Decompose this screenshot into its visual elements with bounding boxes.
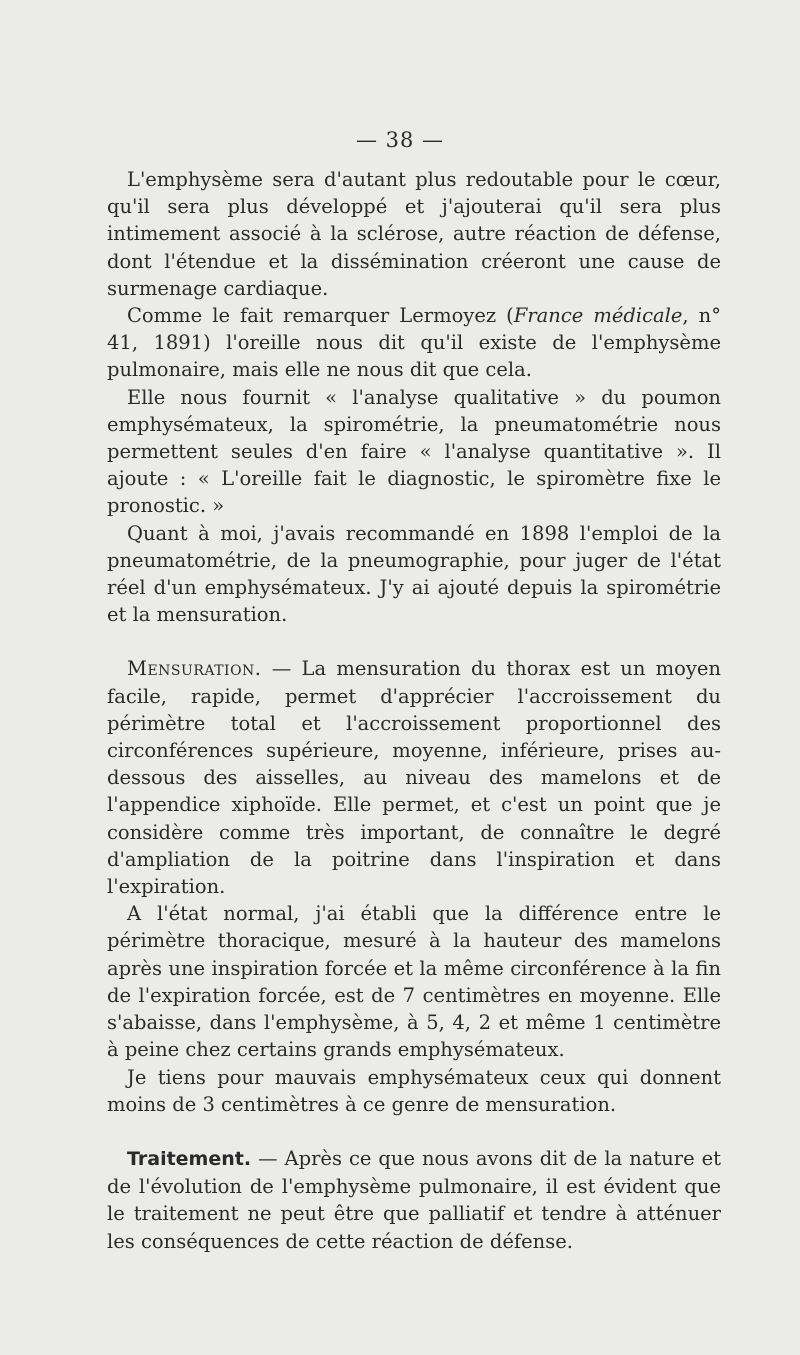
paragraph-mensuration-text: — La mensuration du thorax est un moyen facile, rapide, permet d'apprécier l'accroissement du périmètre total et l'accroissement proportionnel des circonférences supérieure, moyenne, inférieure, prises au-dessous des aisselles, au niveau des mamelons et de l'appendice xiphoïde. Elle permet, et c'est un point que je considère comme très important, de connaître le degré d'ampliation de la poitrine dans l'inspiration et dans l'expiration. bbox=[107, 657, 721, 899]
paragraph-lermoyez-end: , n° 41, 1891) l'oreille nous dit qu'il existe de l'emphysème pulmonaire, mais elle ne nous dit que cela. bbox=[107, 304, 721, 382]
paragraph-lermoyez-start: Comme le fait remarquer Lermoyez ( bbox=[127, 304, 514, 328]
paragraph-pneumatometrie: Quant à moi, j'avais recommandé en 1898 l'emploi de la pneumatométrie, de la pneumographie, pour juger de l'état réel d'un emphysémateux. J'y ai ajouté depuis la spirométrie et la mensuration. bbox=[107, 521, 721, 627]
paragraph-mauvais-emphysemateux: Je tiens pour mauvais emphysémateux ceux qui donnent moins de 3 centimètres à ce genre de mensuration. bbox=[107, 1065, 721, 1116]
paragraph-mensuration bbox=[107, 655, 721, 900]
heading-traitement: Traitement. bbox=[127, 1147, 252, 1170]
paragraph-emphyseme-coeur: L'emphysème sera d'autant plus redoutable pour le cœur, qu'il sera plus développé et j'ajouterai qu'il sera plus intimement associé à la sclérose, autre réaction de défense, dont l'étendue et la dissémination créeront une cause de surmenage cardiaque. bbox=[107, 168, 721, 300]
paragraph-analyse: Elle nous fournit « l'analyse qualitative » du poumon emphysémateux, la spirométrie, la pneumatométrie nous permettent seules d'en faire « l'analyse quantitative ». Il ajoute : « L'oreille fait le diagnostic, le spiromètre fixe le pronostic. » bbox=[107, 385, 721, 518]
paragraph-lermoyez bbox=[107, 302, 721, 384]
paragraph-etat-normal: A l'état normal, j'ai établi que la différence entre le périmètre thoracique, mesuré à la hauteur des mamelons après une inspiration forcée et la même circonférence à la fin de l'expiration forcée, est de 7 centimètres en moyenne. Elle s'abaisse, dans l'emphysème, à 5, 4, 2 et même 1 centimètre à peine chez certains grands emphysémateux. bbox=[107, 902, 721, 1062]
heading-mensuration: Mensuration. bbox=[127, 657, 262, 681]
paragraph-traitement-text: — Après ce que nous avons dit de la nature et de l'évolution de l'emphysème pulmonaire, il est évident que le traitement ne peut être que palliatif et tendre à atténuer les conséquences de cette réaction de défense. bbox=[107, 1146, 721, 1253]
page-body bbox=[107, 166, 721, 1255]
page-number: — 38 — bbox=[355, 128, 445, 152]
citation-france-medicale: France médicale bbox=[513, 304, 683, 328]
paragraph-traitement bbox=[107, 1145, 721, 1255]
